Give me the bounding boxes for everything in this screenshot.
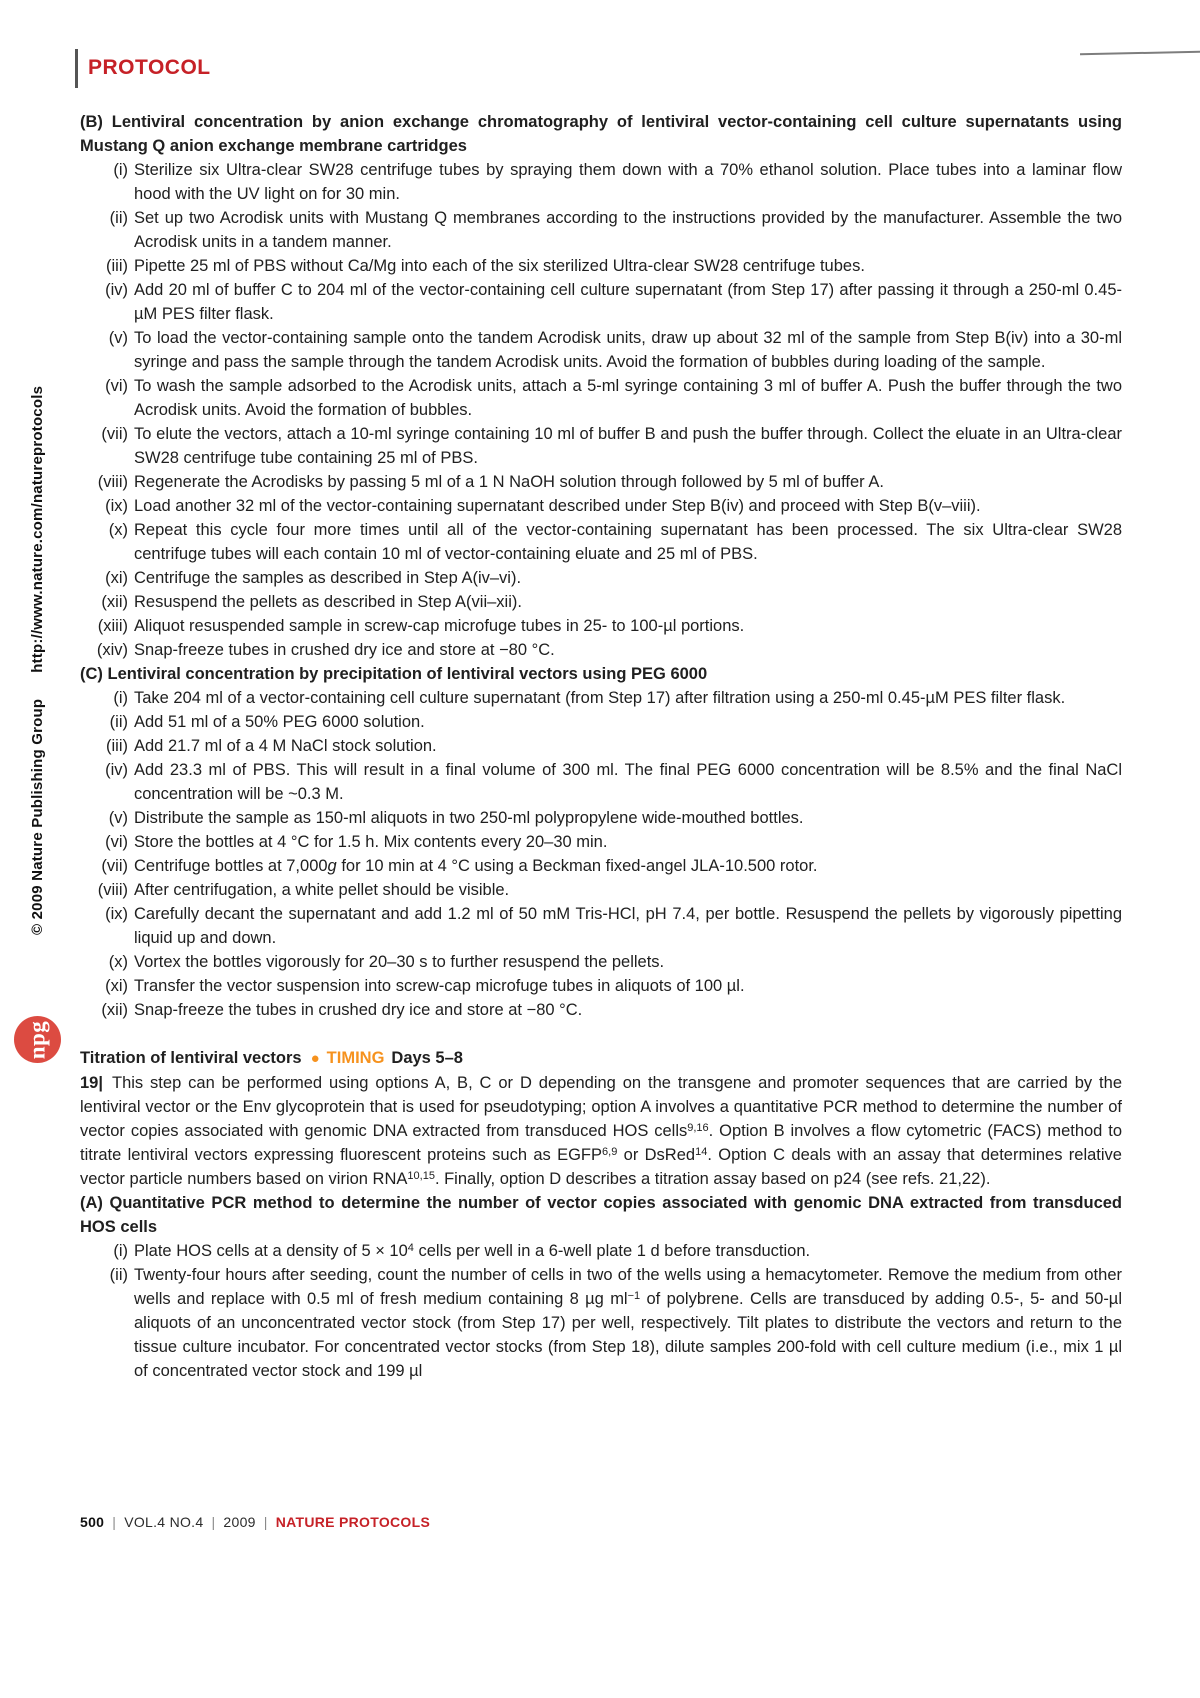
step-number: (vi) <box>105 833 128 851</box>
text-segment: To wash the sample adsorbed to the Acrodisk units, attach a 5-ml syringe containing 3 ml of buffer A. Push the buffer through the two Acrodisk units. Avoid the formation of bubbles. <box>134 377 1122 419</box>
step-text <box>134 905 1122 947</box>
step-number: (i) <box>113 1242 128 1260</box>
numbered-step-paragraph <box>80 1071 1122 1191</box>
reference-superscript: 14 <box>695 1146 708 1158</box>
protocol-step <box>80 590 1122 614</box>
step-number: (v) <box>108 329 128 347</box>
protocol-step <box>80 950 1122 974</box>
timing-heading-title: Titration of lentiviral vectors <box>80 1049 302 1067</box>
journal-url: http://www.nature.com/natureprotocols <box>29 385 46 673</box>
step-number: (iii) <box>106 737 128 755</box>
reference-superscript: −1 <box>627 1290 641 1302</box>
step-text <box>134 857 818 875</box>
step-number: (x) <box>108 521 128 539</box>
step-number: (xi) <box>105 977 128 995</box>
step-text <box>134 377 1122 419</box>
text-segment: Load another 32 ml of the vector-containing supernatant described under Step B(iv) and proceed with Step B(v–viii). <box>134 497 981 515</box>
step-text <box>134 329 1122 371</box>
text-segment: Snap-freeze tubes in crushed dry ice and store at −80 °C. <box>134 641 555 659</box>
step-text <box>134 977 745 995</box>
journal-name: NATURE PROTOCOLS <box>275 1514 431 1530</box>
protocol-step <box>80 1263 1122 1383</box>
step-text <box>134 473 884 491</box>
npg-logo-text: npg <box>24 1020 50 1059</box>
step-number: (ii) <box>109 1266 128 1284</box>
section-heading <box>80 662 1122 686</box>
protocol-step <box>80 806 1122 830</box>
text-segment: . Option B involves a flow cytometric (FACS) method to titrate lentiviral vectors expressing fluorescent proteins such as EGFP <box>80 1122 1122 1164</box>
text-segment: of polybrene. Cells are transduced by adding 0.5-, 5- and 50-µl aliquots of an unconcentrated vector stock (from Step 17) per well, respectively. Tilt plates to distribute the vectors and return to the tissue culture incubator. For concentrated vector stocks (from Step 18), dilute samples 200-fold with cell culture medium (i.e., mix 1 µl of concentrated vector stock and 199 µl <box>134 1290 1122 1380</box>
step-number: (xii) <box>101 593 128 611</box>
footer-separator: | <box>112 1514 117 1530</box>
text-segment: Add 21.7 ml of a 4 M NaCl stock solution. <box>134 737 437 755</box>
step-text <box>134 809 804 827</box>
text-segment: cells per well in a 6-well plate 1 d before transduction. <box>413 1242 811 1260</box>
protocol-step <box>80 422 1122 470</box>
reference-superscript: 9,16 <box>687 1122 709 1134</box>
step-number: (i) <box>113 161 128 179</box>
text-segment: Transfer the vector suspension into screw-cap microfuge tubes in aliquots of 100 µl. <box>134 977 745 995</box>
text-segment: Sterilize six Ultra-clear SW28 centrifuge tubes by spraying them down with a 70% ethanol solution. Place tubes into a laminar flow hood with the UV light on for 30 min. <box>134 161 1122 203</box>
text-segment: After centrifugation, a white pellet should be visible. <box>134 881 510 899</box>
protocol-body <box>80 110 1122 1383</box>
text-segment: Add 20 ml of buffer C to 204 ml of the vector-containing cell culture supernatant (from Step 17) after passing it through a 250-ml 0.45-µM PES filter flask. <box>134 281 1122 323</box>
text-segment: Pipette 25 ml of PBS without Ca/Mg into each of the six sterilized Ultra-clear SW28 centrifuge tubes. <box>134 257 865 275</box>
text-segment: Centrifuge bottles at 7,000 <box>134 857 328 875</box>
reference-superscript: 10,15 <box>407 1170 435 1182</box>
step-text <box>134 161 1122 203</box>
text-segment: To elute the vectors, attach a 10-ml syringe containing 10 ml of buffer B and push the buffer through. Collect the eluate in an Ultra-clear SW28 centrifuge tube containing 25 ml of PBS. <box>134 425 1122 467</box>
step-text <box>134 425 1122 467</box>
step-number: (iv) <box>105 281 128 299</box>
step-number: (i) <box>113 689 128 707</box>
step-text <box>134 593 522 611</box>
step-number: (vi) <box>105 377 128 395</box>
step-text <box>134 1266 1122 1380</box>
step-number: (viii) <box>97 881 128 899</box>
timing-days: Days 5–8 <box>391 1049 463 1067</box>
text-segment: Carefully decant the supernatant and add 1.2 ml of 50 mM Tris-HCl, pH 7.4, per bottle. Resuspend the pellets by vigorously pipetting liquid up and down. <box>134 905 1122 947</box>
timing-label: TIMING <box>326 1049 385 1067</box>
protocol-step <box>80 278 1122 326</box>
text-segment: Distribute the sample as 150-ml aliquots in two 250-ml polypropylene wide-mouthed bottles. <box>134 809 804 827</box>
page-number: 500 <box>80 1514 105 1530</box>
step-number: (v) <box>108 809 128 827</box>
step-number: (iv) <box>105 761 128 779</box>
step-text <box>134 737 437 755</box>
footer-separator: | <box>211 1514 216 1530</box>
text-segment: g <box>327 857 337 875</box>
step-text <box>134 569 521 587</box>
footer-year: 2009 <box>223 1514 256 1530</box>
text-segment: This step can be performed using options A, B, C or D depending on the transgene and promoter sequences that are carried by the lentiviral vector or the Env glycoprotein that is used for pseudotyping; option A involves a quantitative PCR method to determine the number of vector copies associated with genomic DNA extracted from transduced HOS cells <box>80 1074 1122 1140</box>
text-segment: Snap-freeze the tubes in crushed dry ice and store at −80 °C. <box>134 1001 583 1019</box>
step-number-bold: 19| <box>80 1074 103 1092</box>
step-text <box>134 497 981 515</box>
protocol-step <box>80 830 1122 854</box>
step-number: (ix) <box>105 497 128 515</box>
text-segment: Store the bottles at 4 °C for 1.5 h. Mix contents every 20–30 min. <box>134 833 608 851</box>
step-number: (vii) <box>101 425 128 443</box>
text-segment: Add 51 ml of a 50% PEG 6000 solution. <box>134 713 425 731</box>
text-segment: (A) Quantitative PCR method to determine the number of vector copies associated with genomic DNA extracted from transduced HOS cells <box>80 1194 1122 1236</box>
section-heading <box>80 110 1122 158</box>
protocol-step <box>80 518 1122 566</box>
reference-superscript: 4 <box>407 1242 414 1254</box>
text-segment: Aliquot resuspended sample in screw-cap microfuge tubes in 25- to 100-µl portions. <box>134 617 745 635</box>
step-text <box>134 833 607 851</box>
step-text <box>134 761 1122 803</box>
npg-logo <box>14 1016 61 1063</box>
step-number: (vii) <box>101 857 128 875</box>
text-segment: (B) Lentiviral concentration by anion exchange chromatography of lentiviral vector-containing cell culture supernatants using Mustang Q anion exchange membrane cartridges <box>80 113 1122 155</box>
step-text <box>134 1242 810 1260</box>
protocol-step <box>80 1239 1122 1263</box>
step-text <box>134 281 1122 323</box>
page-type-label: PROTOCOL <box>88 56 211 79</box>
step-number: (xi) <box>105 569 128 587</box>
step-number: (ii) <box>109 209 128 227</box>
protocol-step <box>80 566 1122 590</box>
copyright-text: © 2009 Nature Publishing Group <box>29 698 46 935</box>
protocol-step <box>80 710 1122 734</box>
protocol-step <box>80 854 1122 878</box>
text-segment: To load the vector-containing sample onto the tandem Acrodisk units, draw up about 32 ml of the sample from Step B(iv) into a 30-ml syringe and pass the sample through the tandem Acrodisk units. Avoid the formation of bubbles during loading of the sample. <box>134 329 1122 371</box>
step-text <box>134 1001 582 1019</box>
timing-bullet-icon: ● <box>310 1050 320 1067</box>
text-segment: for 10 min at 4 °C using a Beckman fixed-angel JLA-10.500 rotor. <box>336 857 818 875</box>
protocol-step <box>80 638 1122 662</box>
step-number: (x) <box>108 953 128 971</box>
protocol-step <box>80 326 1122 374</box>
text-segment: Repeat this cycle four more times until all of the vector-containing supernatant has been processed. The six Ultra-clear SW28 centrifuge tubes will each contain 10 ml of vector-containing eluate and 25 ml of PBS. <box>134 521 1122 563</box>
sidebar-rotated-text <box>29 386 46 935</box>
text-segment: or DsRed <box>617 1146 696 1164</box>
protocol-step <box>80 494 1122 518</box>
protocol-step <box>80 470 1122 494</box>
step-number: (viii) <box>97 473 128 491</box>
text-segment: Take 204 ml of a vector-containing cell culture supernatant (from Step 17) after filtration using a 250-ml 0.45-µM PES filter flask. <box>134 689 1066 707</box>
protocol-step <box>80 158 1122 206</box>
step-text <box>134 521 1122 563</box>
step-text <box>134 881 509 899</box>
titration-timing-heading <box>80 1046 1122 1071</box>
protocol-step <box>80 902 1122 950</box>
protocol-step <box>80 686 1122 710</box>
text-segment: Set up two Acrodisk units with Mustang Q membranes according to the instructions provided by the manufacturer. Assemble the two Acrodisk units in a tandem manner. <box>134 209 1122 251</box>
step-number: (xii) <box>101 1001 128 1019</box>
text-segment: (C) Lentiviral concentration by precipitation of lentiviral vectors using PEG 6000 <box>80 665 708 683</box>
protocol-step <box>80 374 1122 422</box>
protocol-step <box>80 254 1122 278</box>
text-segment: Centrifuge the samples as described in Step A(iv–vi). <box>134 569 522 587</box>
volume-issue: VOL.4 NO.4 <box>124 1514 204 1530</box>
text-segment: Vortex the bottles vigorously for 20–30 s to further resuspend the pellets. <box>134 953 665 971</box>
step-number: (ii) <box>109 713 128 731</box>
text-segment: Plate HOS cells at a density of 5 × 10 <box>134 1242 408 1260</box>
page-edge-artifact <box>1080 51 1200 56</box>
step-text <box>134 257 865 275</box>
step-text <box>134 713 425 731</box>
protocol-step <box>80 878 1122 902</box>
step-text <box>134 641 555 659</box>
text-segment: Twenty-four hours after seeding, count the number of cells in two of the wells using a hemacytometer. Remove the medium from other wells and replace with 0.5 ml of fresh medium containing 8 µg ml <box>134 1266 1122 1308</box>
step-number: (iii) <box>106 257 128 275</box>
step-number: (ix) <box>105 905 128 923</box>
protocol-step <box>80 998 1122 1022</box>
text-segment: Regenerate the Acrodisks by passing 5 ml of a 1 N NaOH solution through followed by 5 ml of buffer A. <box>134 473 884 491</box>
header-rule-bar <box>75 49 78 88</box>
reference-superscript: 6,9 <box>602 1146 618 1158</box>
text-segment: . Finally, option D describes a titration assay based on p24 (see refs. 21,22). <box>434 1170 991 1188</box>
protocol-step <box>80 758 1122 806</box>
section-heading <box>80 1191 1122 1239</box>
text-segment: Resuspend the pellets as described in Step A(vii–xii). <box>134 593 522 611</box>
step-text <box>134 689 1065 707</box>
text-segment: . Option C deals with an assay that determines relative vector particle numbers based on virion RNA <box>80 1146 1122 1188</box>
protocol-step <box>80 974 1122 998</box>
step-number: (xiv) <box>96 641 128 659</box>
page-footer <box>80 1514 430 1530</box>
step-number: (xiii) <box>97 617 128 635</box>
text-segment: Add 23.3 ml of PBS. This will result in a final volume of 300 ml. The final PEG 6000 concentration will be 8.5% and the final NaCl concentration will be ~0.3 M. <box>134 761 1122 803</box>
protocol-step <box>80 614 1122 638</box>
step-text <box>134 953 664 971</box>
step-text <box>134 209 1122 251</box>
step-text <box>134 617 744 635</box>
protocol-step <box>80 206 1122 254</box>
footer-separator: | <box>263 1514 268 1530</box>
protocol-step <box>80 734 1122 758</box>
